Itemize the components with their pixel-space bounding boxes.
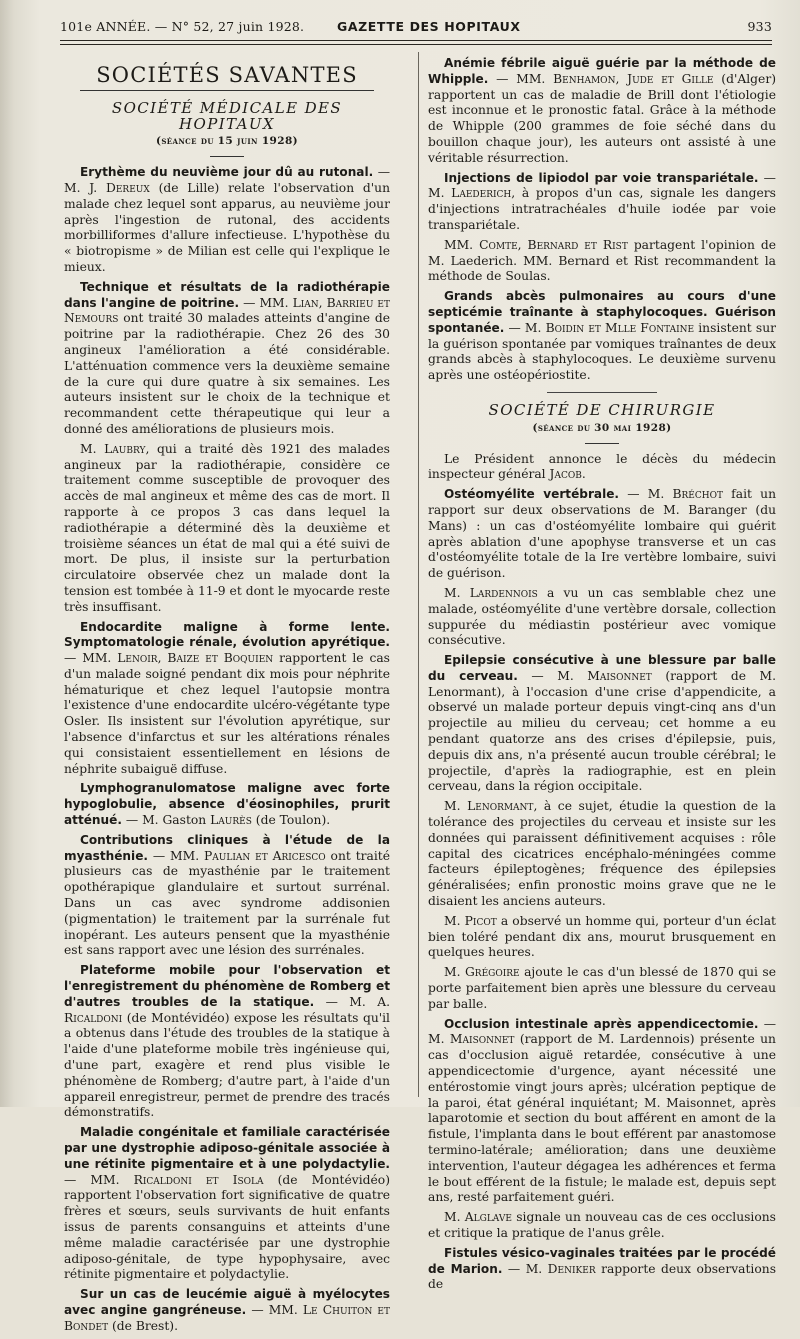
article-lead: — MM. (64, 651, 118, 666)
author-names: Lenoir, Baize et Boquien (117, 651, 274, 666)
article-paragraph (428, 289, 776, 384)
author-names: Laederich (451, 186, 512, 201)
author-names: Le Chuiton et Bondet (64, 1302, 390, 1333)
article-lead: MM. (444, 237, 480, 252)
author-names: Maisonnet (449, 1032, 515, 1047)
header-rule-thin (60, 44, 772, 45)
article-paragraph (64, 1287, 390, 1334)
article-title: Injections de lipiodol par voie transpariétale. (444, 170, 759, 185)
article-body: (rapport de M. Lardennois) présente un cas d'occlusion aiguë retardée, consécutive à une appendicectomie d'urgence, ayant nécessité une entérostomie vingt jours après; ulcération peptique de la paroi, état général inquiétant; M. Maisonnet, après laparotomie et section du bout afférent en amont de la fistule, l'implanta dans le bout efférent par anastomose termino-latérale; amélioration; dans une deuxième intervention, l'auteur dégagea les adhérences et ferma le bout efférent de la fistule; le malade est, depuis sept ans, resté parfaitement guéri. (428, 1032, 776, 1205)
article-body: ont traité plusieurs cas de myasthénie par le traitement opothérapique glandulaire et surtout surrénal. Dans un cas avec syndrome addisonien (pigmentation) le traitement par la surrénale fut inopérant. Les auteurs pensent que la myasthénie est sans rapport avec une lésion des surrénales. (64, 848, 390, 958)
right-column (428, 56, 776, 1297)
article-body: a vu un cas semblable chez une malade, ostéomyélite d'une vertèbre dorsale, collection suppurée du médiastin postérieur avec vomique consécutive. (428, 585, 776, 648)
left-column (64, 56, 390, 1339)
article-paragraph (428, 1210, 776, 1242)
article-body: fait un rapport sur deux observations de M. Baranger (du Mans) : un cas d'ostéomyélite lombaire qui guérit après ablation d'une apophyse transverse et un cas d'ostéomyélite totale de la Ire vertèbre lombaire, suivi de guérison. (428, 487, 776, 581)
page-header (60, 19, 772, 41)
article-lead: Le Président annonce le décès du médecin inspecteur général (428, 451, 776, 482)
article-title: Occlusion intestinale après appendicectomie. (444, 1016, 759, 1031)
article-body: (de Montévidéo) expose les résultats qu'il a obtenus dans l'étude des troubles de la statique à l'aide d'une plateforme mobile très ingénieuse qui, d'une part, exagère et rend plus visible le phénomène de Romberg; d'autre part, à l'aide d'un appareil enregistreur, permet de prendre des tracés démonstratifs. (64, 1010, 390, 1120)
author-names: Picot (464, 913, 497, 928)
article-paragraph (428, 653, 776, 795)
article-body: (de Lille) relate l'observation d'un malade chez lequel sont apparus, au neuvième jour après l'ingestion de rutonal, des accidents morbilliformes d'allure infectieuse. L'hypothèse du « biotropisme » de Milian est celle qui l'explique le mieux. (64, 180, 390, 274)
article-paragraph (428, 238, 776, 285)
article-lead: — M. (502, 1261, 548, 1276)
article-body: a observé un homme qui, porteur d'un éclat bien toléré pendant dix ans, mourut brusquement en quelques heures. (428, 913, 776, 960)
article-lead: M. (444, 1210, 465, 1225)
author-names: Lardennois (469, 585, 538, 600)
article-body: (de Montévidéo) rapportent l'observation fort significative de quatre frères et sœurs, seuls survivants de huit enfants issus de parents consanguins et atteints d'une même maladie caractérisée par une dystrophie adiposo-génitale, de type hypophysaire, avec rétinite pigmentaire et polydactylie. (64, 1172, 390, 1282)
article-body: rapportent le cas d'un malade soigné pendant dix mois pour néphrite hématurique et chez lequel l'autopsie montra l'existence d'une endocardite ulcéro-végétante type Osler. Ils insistent sur l'évolution apyrétique, sur l'absence d'infarctus et sur les altérations rénales qui consistaient essentiellement en lésions de néphrite subaiguë diffuse. (64, 651, 390, 776)
article-lead: — M. (504, 320, 546, 335)
seance-day-2: 30 mai 1928) (594, 421, 672, 434)
article-lead: — M. J. (64, 165, 390, 195)
article-body: ont traité 30 malades atteints d'angine de poitrine par la radiothérapie. Chez 26 des 30 angineux l'amélioration a été considérable. L'atténuation commence vers la deuxième semaine de la cure qui dure quatre à six semaines. Les auteurs insistent sur le choix de la technique et recommandent cette thérapeutique qui leur a donné des améliorations de plusieurs mois. (64, 311, 390, 436)
article-lead: M. (444, 913, 465, 928)
article-lead: — M. (619, 487, 673, 502)
author-names: Bréchot (672, 487, 723, 502)
author-names: Alglave (464, 1210, 512, 1225)
article-title: Erythème du neuvième jour dû au rutonal. (80, 165, 374, 180)
article-paragraph (428, 452, 776, 484)
article-title: Epilepsie consécutive à une blessure par balle du cerveau. (428, 653, 776, 683)
article-body: (d'Alger) rapportent un cas de maladie de Brill dont l'étiologie est inconnue et le pronostic fatal. Grâce à la méthode de Whipple (200 grammes de foie séché dans du bouillon chaque jour), les auteurs ont assisté à une véritable résurrection. (428, 71, 776, 165)
seance-rule-2 (585, 443, 619, 444)
author-names: Lian, Barrieu et Nemours (64, 295, 390, 326)
article-lead: — M. (428, 1016, 776, 1047)
article-body: (de Brest). (108, 1318, 179, 1333)
journal-title: GAZETTE DES HOPITAUX (337, 19, 521, 34)
author-names: Deniker (547, 1261, 596, 1276)
article-paragraph (64, 620, 390, 778)
article-title: Anémie fébrile aiguë guérie par la méthode de Whipple. (428, 56, 776, 86)
society-title-2: SOCIÉTÉ DE CHIRURGIE (488, 400, 716, 419)
article-lead: — M. Gaston (121, 813, 211, 828)
article-paragraph (428, 965, 776, 1012)
seance-rule (210, 156, 244, 157)
article-paragraph (64, 781, 390, 828)
author-names: Boidin et Mlle Fontaine (545, 320, 695, 335)
right-article-list-2 (428, 452, 776, 1294)
article-title: Technique et résultats de la radiothérapie dans l'angine de poitrine. (64, 279, 390, 310)
author-names: Laurès (210, 813, 252, 828)
article-lead: — MM. (239, 295, 293, 310)
article-body: signale un nouveau cas de ces occlusions et critique la pratique de l'anus grêle. (428, 1210, 776, 1240)
article-body: , à ce sujet, étudie la question de la tolérance des projectiles du cerveau et insiste sur les données qui paraissent définitivement acquises : rôle capital des cicatrices encéphalo-méningées comme facteurs épileptogènes; fréquence des épilepsies généralisées; enfin pronostic moins grave que ne le disaient les anciens auteurs. (428, 799, 776, 909)
article-paragraph (64, 280, 390, 438)
section-title: SOCIÉTÉS SAVANTES (96, 63, 358, 87)
right-article-list-1 (428, 56, 776, 384)
author-names: Grégoire (464, 965, 520, 980)
article-paragraph (428, 586, 776, 649)
article-lead: — M. (428, 170, 776, 201)
author-names: Ricaldoni (64, 1010, 123, 1025)
author-names: Benhamon, Jude et Gille (553, 71, 714, 86)
author-names: Paulian et Aricesco (204, 848, 326, 863)
seance-label-2: (séance du (532, 421, 591, 434)
article-title: Endocardite maligne à forme lente. Symptomatologie rénale, évolution apyrétique. (64, 619, 390, 650)
author-names: Lenormant (467, 799, 534, 814)
article-title: Contributions cliniques à l'étude de la myasthénie. (64, 832, 390, 863)
article-title: Ostéomyélite vertébrale. (444, 487, 620, 502)
article-lead: M. (444, 585, 470, 600)
article-paragraph (64, 1125, 390, 1283)
article-title: Lymphogranulomatose maligne avec forte hypoglobulie, absence d'éosinophiles, prurit atténué. (64, 781, 390, 828)
article-body: (de Toulon). (251, 813, 331, 828)
article-title: Grands abcès pulmonaires au cours d'une septicémie traînante à staphylocoques. Guérison spontanée. (428, 289, 776, 335)
article-body: insistent sur la guérison spontanée par vomiques traînantes de deux grands abcès à staphylocoques. Le deuxième survenu après une ostéopériostite. (428, 320, 776, 383)
author-names: Maisonnet (587, 668, 652, 683)
article-paragraph (428, 799, 776, 910)
article-lead: — M. A. (314, 994, 390, 1009)
author-names: Ricaldoni et Isola (133, 1172, 264, 1187)
seance-label: (séance du (155, 135, 214, 148)
article-paragraph (428, 171, 776, 234)
article-body: partagent l'opinion de M. Laederich. MM. Bernard et Rist recommandent la méthode de Soulas. (428, 237, 776, 284)
author-names: Jacob (549, 467, 582, 482)
seance-date (64, 134, 390, 150)
society-title: SOCIÉTÉ MÉDICALE DES HOPITAUX (111, 98, 343, 133)
article-paragraph (428, 1017, 776, 1207)
article-lead: — M. (517, 668, 588, 683)
article-lead: M. (80, 441, 105, 456)
article-paragraph (428, 1246, 776, 1293)
article-lead: M. (444, 965, 465, 980)
article-paragraph (428, 914, 776, 961)
article-body: ajoute le cas d'un blessé de 1870 qui se porte parfaitement bien après une blessure du cerveau par balle. (428, 965, 776, 1011)
article-lead: — MM. (488, 71, 554, 86)
left-article-list (64, 165, 390, 1334)
seance-day: 15 juin 1928) (217, 135, 299, 148)
column-divider (418, 52, 419, 1097)
article-lead: M. (444, 799, 468, 814)
author-names: Dereux (105, 180, 150, 195)
article-lead: — MM. (148, 848, 204, 863)
section-rule (80, 90, 373, 91)
article-paragraph (64, 165, 390, 276)
seance-date-2 (428, 421, 776, 437)
article-title: Fistules vésico-vaginales traitées par le procédé de Marion. (428, 1245, 776, 1276)
article-body: (rapport de M. Lenormant), à l'occasion d'une crise d'appendicite, a observé un malade porteur depuis vingt-cinq ans d'un projectile au milieu du cerveau; cet homme a eu pendant quatorze ans des crises d'épilepsie, puis, depuis dix ans, n'a présenté aucun trouble cérébral; le projectile, d'après la radiographie, est en plein cerveau, dans la région occipitale. (428, 668, 777, 794)
article-body: , à propos d'un cas, signale les dangers d'injections intratrachéales d'huile iodée par voie transpariétale. (428, 186, 776, 232)
article-body: . (581, 467, 586, 482)
article-paragraph (64, 442, 390, 616)
society-separator (547, 392, 657, 393)
article-title: Sur un cas de leucémie aiguë à myélocytes avec angine gangréneuse. (64, 1287, 390, 1317)
article-paragraph (428, 56, 776, 167)
header-rule (60, 40, 772, 41)
article-lead: — MM. (64, 1172, 134, 1187)
issue-info: 101e ANNÉE. — N° 52, 27 juin 1928. (60, 19, 305, 34)
article-body: , qui a traité dès 1921 des malades angineux par la radiothérapie, considère ce traitement comme susceptible de provoquer des accès de mal angineux et même des cas de mort. Il rapporte à ce propos 3 cas dans lequel la radiothérapie a déterminé dès la deuxième et troisième séances un état de mal qui a été suivi de mort. De plus, il insiste sur la perturbation circulatoire observée chez un malade dont la tension est tombée à 11-9 et dont le myocarde reste très insuffisant. (64, 441, 390, 614)
article-paragraph (64, 833, 390, 959)
article-body: rapporte deux observations de (428, 1261, 777, 1292)
article-lead: — MM. (246, 1302, 303, 1317)
article-paragraph (64, 963, 390, 1121)
article-title: Maladie congénitale et familiale caractérisée par une dystrophie adiposo-génitale associée à une rétinite pigmentaire et à une polydactylie. (64, 1125, 390, 1171)
author-names: Laubry (104, 441, 146, 456)
article-title: Plateforme mobile pour l'observation et l'enregistrement du phénomène de Romberg et d'autres troubles de la statique. (64, 963, 390, 1009)
author-names: Comte, Bernard et Rist (479, 237, 628, 252)
article-paragraph (428, 487, 776, 582)
page-number: 933 (747, 19, 772, 34)
